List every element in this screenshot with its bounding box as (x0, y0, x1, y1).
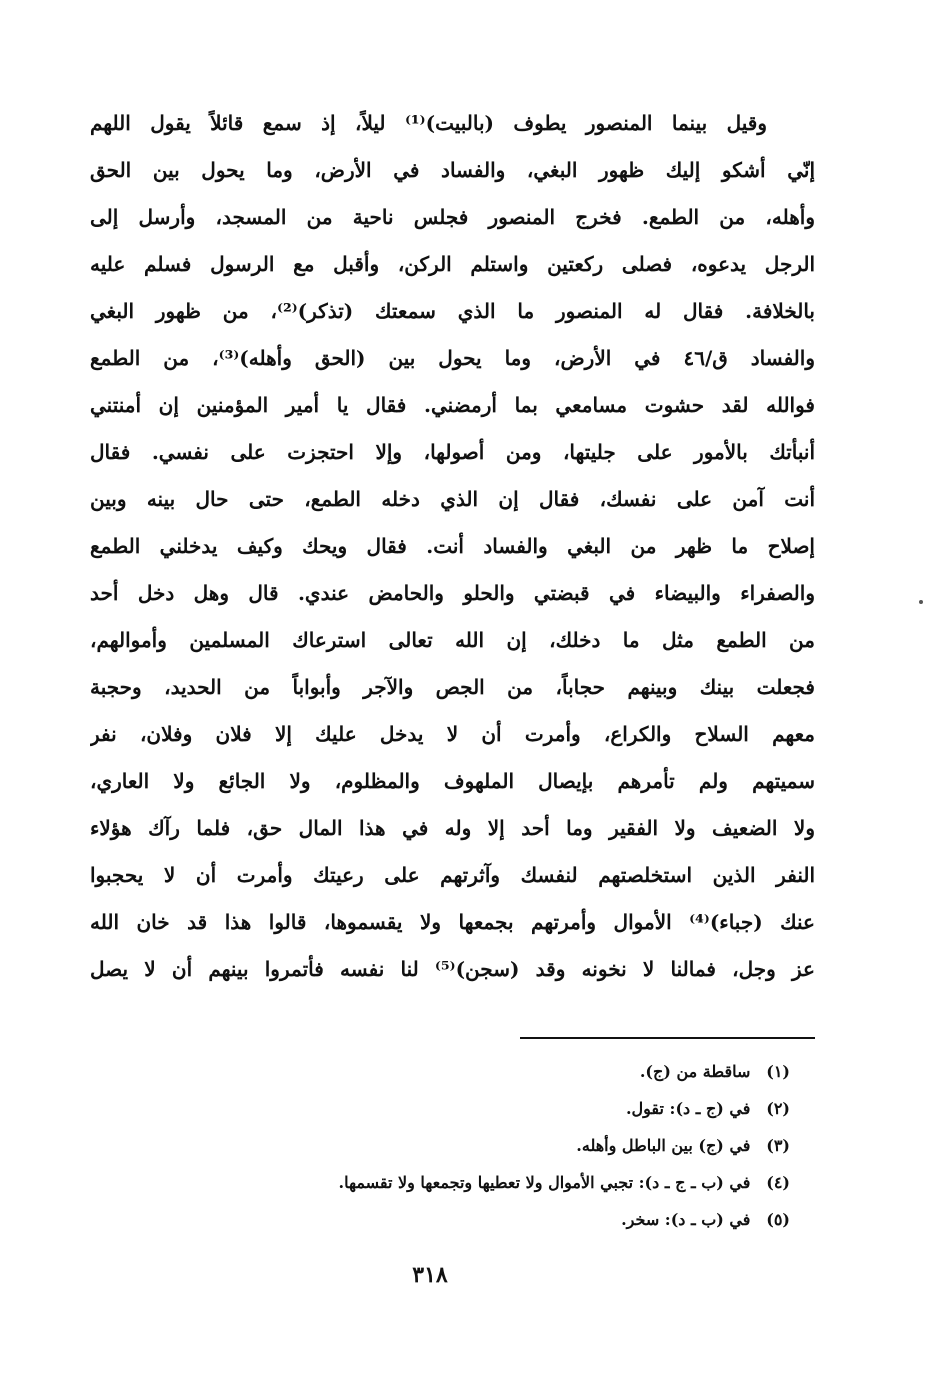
text-line: والصفراء والبيضاء في قبضتي والحلو والحامض عندي. قال وهل دخل أحد (90, 581, 815, 605)
text-line: الرجل يدعوه، فصلى ركعتين واستلم الركن، وأقبل مع الرسول فسلم عليه (90, 252, 815, 276)
footnote-number: (٣) (766, 1136, 790, 1155)
text-line: أنبأتك بالأمور على جليتها، ومن أصولها، وإلا احتجزت على نفسي. فقال (90, 440, 815, 464)
footnotes (120, 1053, 790, 1238)
footnote-number: (٢) (766, 1099, 790, 1118)
text-line: عز وجل، فمالنا لا نخونه وقد (سجن)⁽⁵⁾ لنا نفسه فأتمروا بينهم أن لا يصل (90, 957, 815, 981)
footnote-text: في (ج ـ د): تقول. (625, 1099, 751, 1118)
footnote-text: في (ج) بين الباطل وأهله. (576, 1136, 751, 1155)
text-line: فوالله لقد حشوت مسامعي بما أرمضني. فقال يا أمير المؤمنين إن أمنتني (90, 393, 815, 417)
footnote-number: (٥) (766, 1210, 790, 1229)
text-line: فجعلت بينك وبينهم حجاباً، من الجص والآجر وأبواباً من الحديد، وحجبة (90, 675, 815, 699)
text-line: وقيل بينما المنصور يطوف (بالبيت)⁽¹⁾ ليلاً، إذ سمع قائلاً يقول اللهم (90, 111, 767, 135)
text-line: إنّي أشكو إليك ظهور البغي، والفساد في الأرض، وما يحول بين الحق (90, 158, 815, 182)
footnote-3 (120, 1127, 790, 1164)
footnote-number: (١) (766, 1062, 790, 1081)
footnote-separator (520, 1037, 815, 1039)
footnote-text: في (ب ـ ج ـ د): تجبي الأموال ولا تعطيها وتجمعها ولا تقسمها. (338, 1173, 751, 1192)
text-line: بالخلافة. فقال له المنصور ما الذي سمعتك (تذكر)⁽²⁾، من ظهور البغي (90, 299, 815, 323)
text-line: إصلاح ما ظهر من البغي والفساد أنت. فقال ويحك وكيف يدخلني الطمع (90, 534, 815, 558)
footnote-2 (120, 1090, 790, 1127)
page-number: ٣١٨ (412, 1262, 448, 1288)
text-line: ولا الضعيف ولا الفقير وما أحد إلا وله في هذا المال حق، فلما رآك هؤلاء (90, 816, 815, 840)
text-line: والفساد ق/٤٦ في الأرض، وما يحول بين (الحق وأهله)⁽³⁾، من الطمع (90, 346, 815, 370)
footnote-text: في (ب ـ د): سخر. (621, 1210, 751, 1229)
text-line: وأهله، من الطمع. فخرج المنصور فجلس ناحية من المسجد، وأرسل إلى (90, 205, 815, 229)
footnote-4 (120, 1164, 790, 1201)
footnote-number: (٤) (766, 1173, 790, 1192)
text-line: سميتهم ولم تأمرهم بإيصال الملهوف والمظلوم، ولا الجائع ولا العاري، (90, 769, 815, 793)
text-line: معهم السلاح والكراع، وأمرت أن لا يدخل عليك إلا فلان وفلان، نفر (90, 722, 815, 746)
text-line: من الطمع مثل ما دخلك، إن الله تعالى استرعاك المسلمين وأموالهم، (90, 628, 815, 652)
main-text (90, 100, 815, 993)
text-line: عنك (جباء)⁽⁴⁾ الأموال وأمرتهم بجمعها ولا يقسموها، قالوا هذا قد خان الله (90, 910, 815, 934)
footnote-text: ساقطة من (ج). (639, 1062, 751, 1081)
text-line: النفر الذين استخلصتهم لنفسك وآثرتهم على رعيتك وأمرت أن لا يحجبوا (90, 863, 815, 887)
scan-speck (919, 600, 923, 604)
text-line: أنت آمن على نفسك، فقال إن الذي دخله الطمع، حتى حال بينه وبين (90, 487, 815, 511)
footnote-1 (120, 1053, 790, 1090)
footnote-5 (120, 1201, 790, 1238)
